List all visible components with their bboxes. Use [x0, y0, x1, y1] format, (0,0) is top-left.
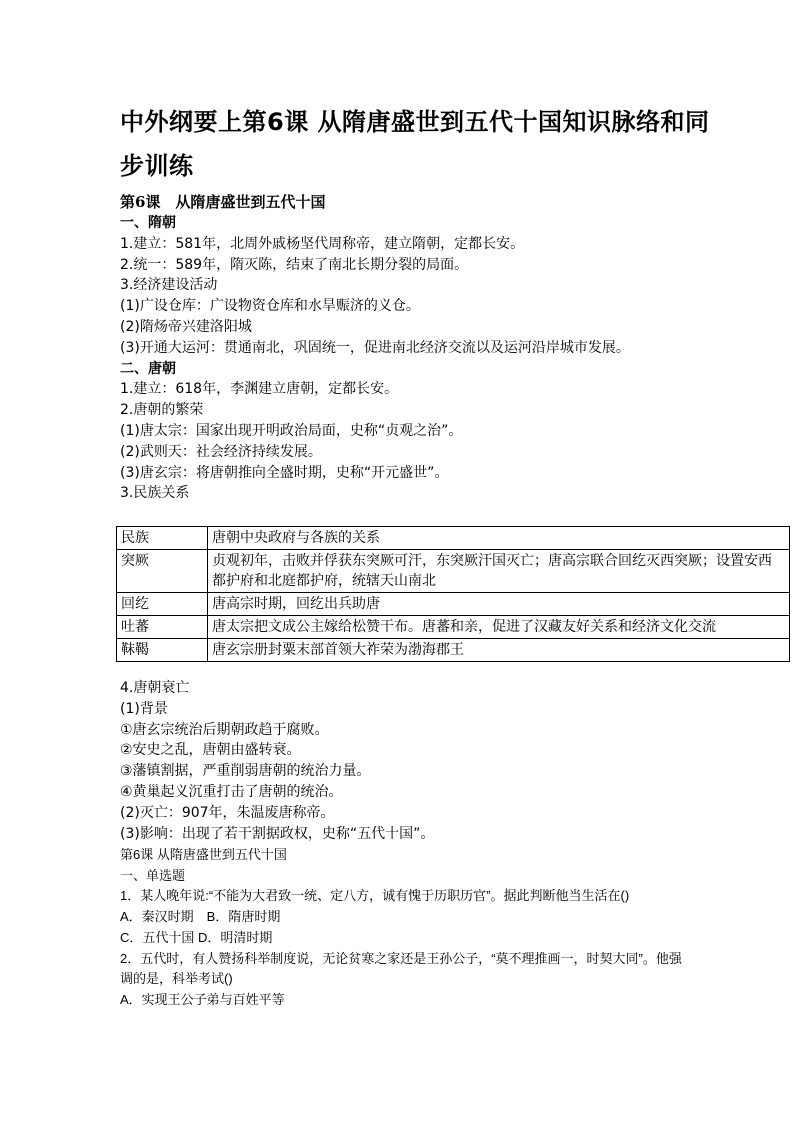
outline-line: ②安史之乱，唐朝由盛转衰。: [120, 742, 301, 759]
table-row: [117, 639, 790, 662]
table-cell-ethnic: 吐蕃: [117, 616, 208, 639]
outline-line: (2)隋炀帝兴建洛阳城: [120, 318, 252, 335]
outline-line: ①唐玄宗统治后期朝政趋于腐败。: [120, 721, 329, 738]
table-cell-relation: 贞观初年，击败并俘获东突厥可汗，东突厥汗国灭亡；唐高宗联合回纥灭西突厥；设置安西都护府和北庭都护府，统辖天山南北: [208, 550, 790, 593]
outline-line: (2)武则天：社会经济持续发展。: [120, 443, 322, 460]
outline-line: 1.建立：581年，北周外戚杨坚代周称帝，建立隋朝，定都长安。: [120, 235, 525, 252]
outline-line: 3.经济建设活动: [120, 277, 218, 294]
exercise-heading: 第6课 从隋唐盛世到五代十国: [120, 847, 287, 862]
outline-line: (3)开通大运河：贯通南北，巩固统一，促进南北经济交流以及运河沿岸城市发展。: [120, 339, 630, 356]
exercise-section: [120, 845, 690, 1011]
outline-line: ③藩镇割据，严重削弱唐朝的统治力量。: [120, 763, 371, 780]
answer-option: A．秦汉时期 B．隋唐时期: [120, 909, 281, 925]
outline-line: (1)背景: [120, 700, 168, 717]
outline-line: (1)广设仓库：广设物资仓库和水旱赈济的义仓。: [120, 298, 420, 315]
outline-line: 1.建立：618年，李渊建立唐朝，定都长安。: [120, 381, 399, 398]
question-text: 1．某人晚年说:“不能为大君致一统、定八方，诚有愧于历职历官”。据此判断他当生活在(): [120, 888, 630, 904]
section-heading-sui: 一、隋朝: [120, 215, 176, 231]
outline-line: (2)灭亡：907年，朱温废唐称帝。: [120, 804, 335, 821]
outline-line: 4.唐朝衰亡: [120, 680, 190, 696]
table-header-cell: 唐朝中央政府与各族的关系: [208, 527, 790, 550]
table-cell-ethnic: 突厥: [117, 550, 208, 593]
table-header-cell: 民族: [117, 527, 208, 550]
ethnic-relations-table: [116, 526, 790, 662]
table-cell-ethnic: 靺鞨: [117, 639, 208, 662]
document-title: 中外纲要上第6课 从隋唐盛世到五代十国知识脉络和同步训练: [120, 108, 710, 180]
outline-line: 2.唐朝的繁荣: [120, 402, 204, 419]
table-row: [117, 593, 790, 616]
table-cell-relation: 唐高宗时期，回纥出兵助唐: [208, 593, 790, 616]
outline-line: (3)影响：出现了若干割据政权，史称“五代十国”。: [120, 825, 435, 842]
table-cell-relation: 唐玄宗册封粟末部首领大祚荣为渤海郡王: [208, 639, 790, 662]
outline-line: ④黄巢起义沉重打击了唐朝的统治。: [120, 783, 343, 800]
table-row: [117, 550, 790, 593]
question-text: 2．五代时，有人赞扬科举制度说，无论贫寒之家还是王孙公子，“莫不理推画一，时契大同”。他强调的是，科举考试(): [120, 950, 682, 987]
answer-option: C．五代十国 D．明清时期: [120, 929, 273, 945]
outline-line: 2.统一：589年，隋灭陈，结束了南北长期分裂的局面。: [120, 256, 469, 273]
outline-line: (1)唐太宗：国家出现开明政治局面，史称“贞观之治”。: [120, 422, 463, 439]
table-cell-ethnic: 回纥: [117, 593, 208, 616]
table-header-row: [117, 527, 790, 550]
answer-option: A．实现王公子弟与百姓平等: [120, 991, 285, 1007]
decline-outline: [120, 678, 690, 844]
knowledge-outline: [120, 213, 690, 504]
outline-line: 3.民族关系: [120, 485, 190, 502]
lesson-heading: 第6课 从隋唐盛世到五代十国: [120, 193, 326, 211]
table-row: [117, 616, 790, 639]
outline-line: (3)唐玄宗：将唐朝推向全盛时期，史称“开元盛世”。: [120, 464, 449, 481]
section-heading-tang: 二、唐朝: [120, 360, 176, 377]
exercise-section-title: 一、单选题: [120, 867, 186, 883]
table-cell-relation: 唐太宗把文成公主嫁给松赞干布。唐蕃和亲，促进了汉藏友好关系和经济文化交流: [208, 616, 790, 639]
